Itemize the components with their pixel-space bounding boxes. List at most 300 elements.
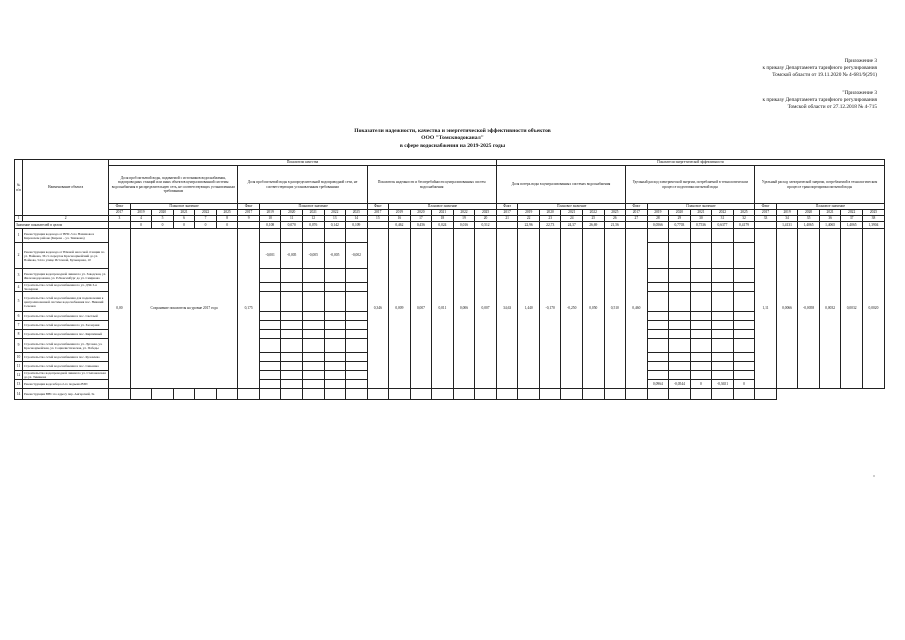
g-empty <box>152 389 174 400</box>
g3-value: 0,007 <box>475 229 497 389</box>
g4-value: -0,170 <box>539 229 561 389</box>
object-name: Реконструкция ВНС по адресу пер. Ангарский, 3а <box>23 389 109 400</box>
title-line: Показатели надежности, качества и энергетической эффективности объектов <box>354 128 551 134</box>
summary-label: Значение показателей в целом <box>15 222 109 229</box>
column-number: 8 <box>216 216 238 222</box>
year-plan: 2022 <box>583 210 605 216</box>
summary-value-g5: 0,4179 <box>733 222 755 229</box>
g5-value: 0 <box>690 380 712 389</box>
g6-value: 0,0032 <box>841 229 863 389</box>
g5-empty <box>604 389 626 400</box>
g2-empty <box>346 321 368 330</box>
g5-empty <box>690 339 712 353</box>
g4-fact: 34,63 <box>496 229 518 389</box>
g2-empty <box>259 371 281 380</box>
g2-empty <box>324 330 346 339</box>
g-empty <box>410 389 432 400</box>
g-empty <box>496 389 518 400</box>
summary-value-g2: 0,070 <box>281 222 303 229</box>
g2-empty <box>259 269 281 283</box>
g2-empty <box>281 380 303 389</box>
g2-empty <box>346 229 368 243</box>
row-number: 7 <box>15 321 23 330</box>
g5-empty <box>647 371 669 380</box>
g1-fact: 0,00 <box>109 229 131 389</box>
g5-empty <box>669 229 691 243</box>
column-number: 34 <box>776 216 798 222</box>
year-plan: 2020 <box>152 210 174 216</box>
g5-empty <box>690 269 712 283</box>
column-number: 38 <box>862 216 884 222</box>
title-line: ООО "Томскводоканал" <box>421 135 484 142</box>
summary-value-g6: 1,4065 <box>841 222 863 229</box>
g5-empty <box>669 283 691 292</box>
g2-empty <box>324 362 346 371</box>
year-plan: 2022 <box>841 210 863 216</box>
subhead-1: Доля проб питьевой воды, подаваемой с источников водоснабжения, водопроводных станций или иных объектов централизованной системы водоснабжения в распределительную сеть, не соответствующих установленным требованиям <box>109 166 238 204</box>
g2-empty <box>281 353 303 362</box>
summary-fact-g1 <box>109 222 131 229</box>
footnote-mark: " <box>873 476 876 481</box>
year-plan: 2025 <box>604 210 626 216</box>
object-name: Строительство сетей водоснабжения по ул. Заозерная <box>23 321 109 330</box>
fact-header: Факт <box>755 204 777 210</box>
g2-empty <box>324 339 346 353</box>
g5-empty <box>712 330 734 339</box>
g2-empty <box>302 330 324 339</box>
g2-empty <box>281 229 303 243</box>
summary-value-g4: 21,56 <box>604 222 626 229</box>
g2-empty <box>302 292 324 312</box>
column-number: 25 <box>583 216 605 222</box>
summary-value-g6: 1,4065 <box>819 222 841 229</box>
column-number: 27 <box>626 216 648 222</box>
year-plan: 2025 <box>475 210 497 216</box>
g-empty <box>302 389 324 400</box>
g5-empty <box>690 243 712 269</box>
year-plan: 2020 <box>539 210 561 216</box>
header-appendix-current <box>762 58 877 80</box>
row-number: 8 <box>15 330 23 339</box>
g2-empty <box>324 229 346 243</box>
g5-empty <box>690 330 712 339</box>
year-plan: 2021 <box>561 210 583 216</box>
g-empty <box>432 389 454 400</box>
g5-empty <box>690 283 712 292</box>
g2-empty <box>346 371 368 380</box>
object-name: Строительство сетей водоснабжения в пос. Светлый <box>23 312 109 321</box>
summary-value-g4: 22,96 <box>518 222 540 229</box>
g2-empty <box>324 312 346 321</box>
object-name: Строительство сетей водоснабжения для подключения к централизованной системе водоснабжения пос. Нижний Сеченов <box>23 292 109 312</box>
g5-empty <box>669 269 691 283</box>
g5-empty <box>626 389 648 400</box>
table-row <box>15 389 885 400</box>
year-plan: 2020 <box>798 210 820 216</box>
column-number: 33 <box>755 216 777 222</box>
col-no-header: № п/п <box>15 160 23 216</box>
g2-empty <box>346 362 368 371</box>
column-number: 7 <box>195 216 217 222</box>
indicators-table <box>14 159 885 400</box>
year-plan: 2025 <box>733 210 755 216</box>
g4-value: 0,510 <box>604 229 626 389</box>
g2-empty <box>346 339 368 353</box>
column-number: 26 <box>604 216 626 222</box>
summary-value-g6: 1,4065 <box>798 222 820 229</box>
summary-value-g1: 0 <box>216 222 238 229</box>
year-plan: 2022 <box>712 210 734 216</box>
g4-value: 0,050 <box>583 229 605 389</box>
object-name: Реконструкция водовода от Южной насосной станции по ул. Войкова, 36 ст. переулок Красноармейский до ул. Войкова, 54 по улице Источной, Бульварная, 10 <box>23 243 109 269</box>
document-title <box>0 128 905 150</box>
year-plan: 2019 <box>647 210 669 216</box>
column-number: 24 <box>561 216 583 222</box>
row-number: 1 <box>15 229 23 243</box>
column-number: 37 <box>841 216 863 222</box>
g2-empty <box>346 283 368 292</box>
summary-value-g3: 0,016 <box>453 222 475 229</box>
object-name: Строительство сетей водоснабжения в пос. Кузовлево <box>23 353 109 362</box>
g5-empty <box>669 330 691 339</box>
plan-header: Плановое значение <box>259 204 367 210</box>
g2-empty <box>346 269 368 283</box>
g6-empty <box>712 389 734 400</box>
summary-value-g2: 0,109 <box>346 222 368 229</box>
g5-empty <box>733 269 755 283</box>
g2-empty <box>259 362 281 371</box>
subhead-6: Удельный расход электрической энергии, потребляемой в технологическом процессе транспортировки питьевой воды <box>755 166 885 204</box>
column-number: 19 <box>453 216 475 222</box>
summary-value-g2: 0,108 <box>259 222 281 229</box>
g5-empty <box>539 389 561 400</box>
summary-fact-g6 <box>755 222 777 229</box>
g5-empty <box>733 321 755 330</box>
plan-header: Плановое значение <box>776 204 884 210</box>
summary-value-g4: 26,69 <box>583 222 605 229</box>
g5-empty <box>647 312 669 321</box>
year-plan: 2020 <box>410 210 432 216</box>
g5-empty <box>669 339 691 353</box>
g5-empty <box>712 362 734 371</box>
subhead-2: Доля проб питьевой воды в распределительной водопроводной сети, не соответствующих установленным требованиям <box>238 166 367 204</box>
g2-empty <box>324 283 346 292</box>
object-name: Строительство сетей водоснабжения в пос. Синеевка <box>23 362 109 371</box>
column-number: 30 <box>690 216 712 222</box>
g2-empty <box>346 312 368 321</box>
g2-empty <box>324 353 346 362</box>
year-plan: 2019 <box>776 210 798 216</box>
row-number: 14 <box>15 389 23 400</box>
object-name: Строительство сетей водоснабжения по ул. Луговая, ул. Красноармейская, ул. Социалистическая, ул. Победы <box>23 339 109 353</box>
header-line: Томской области от 27.12.2018 № 4-715 <box>787 104 877 111</box>
column-number: 32 <box>733 216 755 222</box>
g2-empty <box>302 339 324 353</box>
g5-empty <box>712 269 734 283</box>
g2-empty <box>259 353 281 362</box>
g5-empty <box>733 312 755 321</box>
g2-value: -0,005 <box>281 243 303 269</box>
column-number: 21 <box>496 216 518 222</box>
g5-empty <box>712 229 734 243</box>
year-plan: 2019 <box>518 210 540 216</box>
column-number: 14 <box>346 216 368 222</box>
year-plan: 2020 <box>669 210 691 216</box>
object-name: Реконструкция водозабора 2-го подъема ВЗП <box>23 380 109 389</box>
g2-empty <box>302 371 324 380</box>
object-name: Реконструкция водопроводной линии по ул. Заводская, ул. Железнодорожная, ул. Р.Люксембург до ул. Смирнова <box>23 269 109 283</box>
g5-empty <box>712 371 734 380</box>
column-number: 28 <box>647 216 669 222</box>
year-plan: 2021 <box>432 210 454 216</box>
g5-empty <box>669 292 691 312</box>
summary-value-g6: 1,4131 <box>776 222 798 229</box>
row-number: 12 <box>15 371 23 380</box>
g2-empty <box>281 269 303 283</box>
g5-empty <box>647 321 669 330</box>
g5-empty <box>669 371 691 380</box>
table-row <box>15 229 885 243</box>
g6-empty <box>647 389 669 400</box>
g5-empty <box>712 292 734 312</box>
g5-empty <box>712 339 734 353</box>
column-number: 29 <box>669 216 691 222</box>
summary-value-g5: 0,0566 <box>647 222 669 229</box>
group-quality-header: Показатели качества <box>109 160 497 166</box>
g3-value: 0,011 <box>432 229 454 389</box>
g2-empty <box>302 312 324 321</box>
g6-value: -0,0058 <box>798 229 820 389</box>
year-plan: 2019 <box>389 210 411 216</box>
g2-empty <box>324 292 346 312</box>
g5-empty <box>690 353 712 362</box>
g2-empty <box>259 283 281 292</box>
year-plan: 2022 <box>324 210 346 216</box>
plan-header: Плановое значение <box>518 204 626 210</box>
g6-fact: 1,11 <box>755 229 777 389</box>
g5-empty <box>647 353 669 362</box>
year-fact: 2017 <box>496 210 518 216</box>
g2-empty <box>281 292 303 312</box>
g2-empty <box>346 330 368 339</box>
year-plan: 2025 <box>346 210 368 216</box>
g6-empty <box>669 389 691 400</box>
g2-empty <box>259 321 281 330</box>
g5-empty <box>690 229 712 243</box>
column-number: 16 <box>389 216 411 222</box>
g5-empty <box>561 389 583 400</box>
g3-value: 0,006 <box>453 229 475 389</box>
g1-plan: Сохранение показателя на уровне 2017 года <box>130 229 238 389</box>
g2-empty <box>302 283 324 292</box>
row-number: 5 <box>15 292 23 312</box>
header-appendix-previous <box>762 90 877 112</box>
plan-header: Плановое значение <box>647 204 755 210</box>
g5-empty <box>690 292 712 312</box>
column-number: 23 <box>539 216 561 222</box>
g5-empty <box>647 243 669 269</box>
object-name: Строительство сетей водоснабжения в пос. Кирпичный <box>23 330 109 339</box>
g4-value: 1,440 <box>518 229 540 389</box>
summary-value-g2: 0,142 <box>324 222 346 229</box>
g5-empty <box>690 371 712 380</box>
column-number: 15 <box>367 216 389 222</box>
header-line: Приложение 3 <box>844 58 877 64</box>
g5-empty <box>647 229 669 243</box>
year-plan: 2022 <box>453 210 475 216</box>
year-plan: 2021 <box>173 210 195 216</box>
g2-empty <box>281 330 303 339</box>
g-empty <box>367 389 389 400</box>
g2-empty <box>346 380 368 389</box>
g5-empty <box>733 362 755 371</box>
summary-fact-g4 <box>496 222 518 229</box>
year-fact: 2017 <box>755 210 777 216</box>
summary-value-g5: 0,6377 <box>712 222 734 229</box>
g5-fact: 0,460 <box>626 229 648 389</box>
g2-value: -0,002 <box>346 243 368 269</box>
subhead-3: Показатель надежности и бесперебойности централизованных систем водоснабжения <box>367 166 496 204</box>
g-empty <box>216 389 238 400</box>
g2-fact: 0,175 <box>238 229 260 389</box>
year-plan: 2022 <box>195 210 217 216</box>
g2-empty <box>281 283 303 292</box>
summary-value-g3: 0,462 <box>389 222 411 229</box>
g5-empty <box>647 292 669 312</box>
column-number: 3 <box>109 216 131 222</box>
g5-value: -0,0544 <box>669 380 691 389</box>
year-plan: 2021 <box>302 210 324 216</box>
year-plan: 2021 <box>690 210 712 216</box>
g-empty <box>324 389 346 400</box>
summary-value-g1: 0 <box>195 222 217 229</box>
summary-fact-g2 <box>238 222 260 229</box>
summary-value-g4: 24,37 <box>561 222 583 229</box>
g-empty <box>109 389 131 400</box>
fact-header: Факт <box>238 204 260 210</box>
row-number: 2 <box>15 243 23 269</box>
g5-empty <box>733 353 755 362</box>
year-plan: 2021 <box>819 210 841 216</box>
g5-value: -0,3651 <box>712 380 734 389</box>
g2-empty <box>259 339 281 353</box>
summary-fact-g5 <box>626 222 648 229</box>
g5-empty <box>733 243 755 269</box>
g2-value: -0,001 <box>259 243 281 269</box>
summary-value-g3: 0,456 <box>410 222 432 229</box>
row-number: 10 <box>15 353 23 362</box>
g5-empty <box>733 330 755 339</box>
g5-value: 0,0964 <box>647 380 669 389</box>
g5-empty <box>669 353 691 362</box>
g2-empty <box>302 269 324 283</box>
g2-empty <box>302 353 324 362</box>
object-name: Строительство сетей водоснабжения по ул. ДЗК 3-я Заозерная <box>23 283 109 292</box>
g2-empty <box>281 339 303 353</box>
g-empty <box>195 389 217 400</box>
g2-empty <box>302 380 324 389</box>
g2-empty <box>281 362 303 371</box>
g2-empty <box>324 269 346 283</box>
row-number: 11 <box>15 362 23 371</box>
column-number: 10 <box>259 216 281 222</box>
g-empty <box>238 389 260 400</box>
column-number: 12 <box>302 216 324 222</box>
year-fact: 2017 <box>626 210 648 216</box>
g6-empty <box>733 389 755 400</box>
fact-header: Факт <box>109 204 131 210</box>
g2-empty <box>302 229 324 243</box>
g5-empty <box>583 389 605 400</box>
g5-empty <box>712 353 734 362</box>
g-empty <box>346 389 368 400</box>
fact-header: Факт <box>496 204 518 210</box>
g2-empty <box>324 380 346 389</box>
year-plan: 2025 <box>862 210 884 216</box>
summary-value-g3: 0,512 <box>475 222 497 229</box>
g6-value: 0,0066 <box>776 229 798 389</box>
g2-empty <box>259 312 281 321</box>
summary-fact-g3 <box>367 222 389 229</box>
g6-empty <box>690 389 712 400</box>
g5-empty <box>669 312 691 321</box>
g5-empty <box>712 243 734 269</box>
g5-empty <box>669 362 691 371</box>
column-number: 20 <box>475 216 497 222</box>
g5-empty <box>647 283 669 292</box>
year-fact: 2017 <box>367 210 389 216</box>
column-number: 11 <box>281 216 303 222</box>
summary-value-g2: 0,076 <box>302 222 324 229</box>
g5-empty <box>733 371 755 380</box>
g2-empty <box>302 362 324 371</box>
header-line: "Приложение 3 <box>842 90 877 96</box>
g-empty <box>453 389 475 400</box>
g5-empty <box>518 389 540 400</box>
column-number: 9 <box>238 216 260 222</box>
g5-empty <box>733 283 755 292</box>
year-plan: 2020 <box>281 210 303 216</box>
plan-header: Плановое значение <box>389 204 497 210</box>
g3-value: 0,009 <box>389 229 411 389</box>
g-empty <box>173 389 195 400</box>
g6-empty <box>755 389 777 400</box>
g5-empty <box>690 321 712 330</box>
year-fact: 2017 <box>238 210 260 216</box>
header-line: Томской области от 19.11.2020 № 4-681/9(291) <box>772 72 877 79</box>
g-empty <box>259 389 281 400</box>
g3-fact: 0,346 <box>367 229 389 389</box>
row-number: 4 <box>15 283 23 292</box>
group-energy-header: Показатели энергетической эффективности <box>496 160 884 166</box>
g2-empty <box>259 380 281 389</box>
g2-empty <box>302 321 324 330</box>
g2-empty <box>324 371 346 380</box>
g5-empty <box>669 321 691 330</box>
title-line: в сфере водоснабжения на 2019-2025 годы <box>399 142 506 149</box>
g2-empty <box>346 353 368 362</box>
g3-value: 0,007 <box>410 229 432 389</box>
fact-header: Факт <box>626 204 648 210</box>
g5-empty <box>712 321 734 330</box>
g2-empty <box>259 330 281 339</box>
g5-empty <box>690 362 712 371</box>
row-number: 6 <box>15 312 23 321</box>
g5-empty <box>733 229 755 243</box>
g2-empty <box>281 321 303 330</box>
g-empty <box>130 389 152 400</box>
column-number: 2 <box>23 216 109 222</box>
